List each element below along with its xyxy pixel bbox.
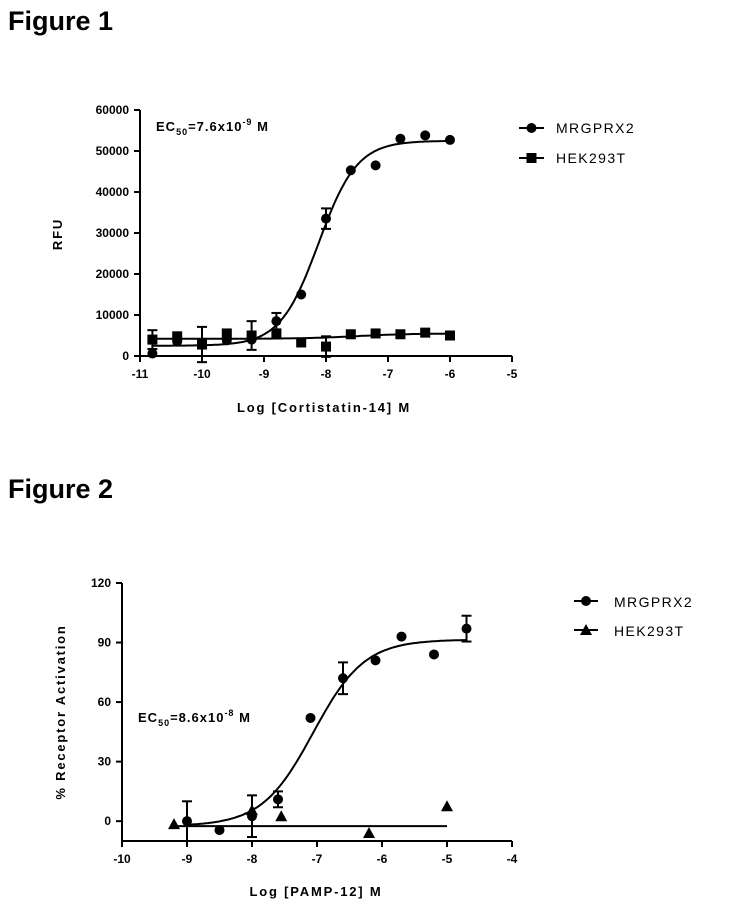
figure-2-point-hek293t [441, 800, 453, 811]
figure-1-x-tick-label: -8 [320, 367, 332, 381]
figure-2-y-axis-title: % Receptor Activation [53, 624, 68, 800]
figure-1-legend-label-mrgprx2: MRGPRX2 [556, 120, 636, 136]
figure-2-y-tick-label: 30 [97, 754, 111, 769]
figure-2-point-mrgprx2 [273, 794, 283, 804]
figure-2-point-hek293t [363, 827, 375, 838]
figure-2-x-tick-label: -10 [113, 852, 131, 866]
figure-2-legend-marker-mrgprx2 [581, 596, 591, 606]
figure-1-legend-label-hek293t: HEK293T [556, 150, 627, 166]
figure-2-x-tick-label: -7 [311, 852, 323, 866]
figure-2-point-mrgprx2 [182, 816, 192, 826]
figure-2-point-mrgprx2 [306, 713, 316, 723]
figure-1-x-tick-label: -6 [444, 367, 456, 381]
figure-2-point-mrgprx2 [462, 624, 472, 634]
figure-2-y-tick-label: 90 [97, 635, 111, 650]
figure-2-title: Figure 2 [8, 474, 114, 504]
figure-2-point-hek293t [275, 810, 287, 821]
figure-1-ec50-annotation: $EC_{50}=7.6x10^{-9}$ M [156, 117, 269, 137]
figure-1-y-tick-label: 60000 [95, 103, 129, 117]
figure-2-x-tick-label: -4 [506, 852, 518, 866]
figure-2-point-mrgprx2 [338, 673, 348, 683]
figure-2-point-hek293t [168, 818, 180, 829]
figure-1-title: Figure 1 [8, 6, 114, 36]
figure-1-y-tick-label: 40000 [95, 185, 129, 199]
figure-1-x-tick-label: -10 [193, 367, 211, 381]
figure-2-legend [614, 594, 693, 639]
figure-2-x-tick-label: -6 [376, 852, 388, 866]
figure-2-x-tick-label: -8 [246, 852, 258, 866]
figure-2-x-axis-title: Log [PAMP-12] M [249, 884, 383, 899]
figure-1-x-axis-title: Log [Cortistatin-14] M [237, 400, 411, 415]
figure-1-y-tick-label: 10000 [95, 308, 129, 322]
figure-2-fit-curve-mrgprx2 [187, 640, 467, 825]
figure-1-x-tick-label: -5 [506, 367, 518, 381]
figure-1-y-tick-label: 20000 [95, 267, 129, 281]
figure-2-point-mrgprx2 [429, 649, 439, 659]
figure-1-y-tick-label: 30000 [95, 226, 129, 240]
figure-2-x-tick-label: -9 [181, 852, 193, 866]
figure-2-legend-label-hek293t: HEK293T [614, 623, 685, 639]
figure-1-y-tick-label: 0 [122, 349, 129, 363]
figure-1-y-axis-title: RFU [50, 217, 65, 251]
figure-2-point-mrgprx2 [397, 632, 407, 642]
figure-1-x-tick-label: -9 [258, 367, 270, 381]
figure-2-x-tick-label: -5 [441, 852, 453, 866]
figure-2-y-tick-label: 60 [97, 695, 111, 710]
figure-2-point-hek293t [246, 804, 258, 815]
figure-1-x-tick-label: -7 [382, 367, 394, 381]
figure-2-y-tick-label: 0 [104, 814, 111, 829]
figure-2-ec50-annotation: $EC_{50}=8.6x10^{-8}$ M [138, 708, 251, 728]
figure-1-x-tick-label: -11 [131, 367, 149, 381]
figure-2-legend-label-mrgprx2: MRGPRX2 [614, 594, 694, 610]
figure-2-point-mrgprx2 [371, 655, 381, 665]
figure-2-y-tick-label: 120 [90, 576, 111, 590]
figure-1-y-tick-label: 50000 [95, 144, 129, 158]
